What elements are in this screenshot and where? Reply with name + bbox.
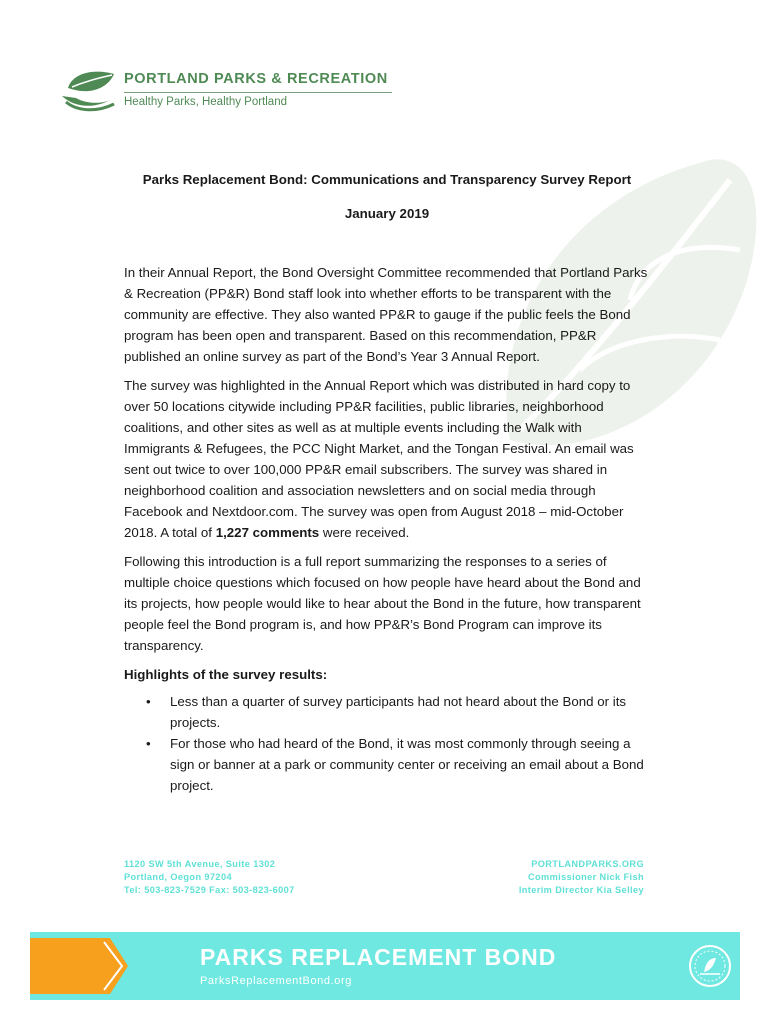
bullet-icon: • bbox=[146, 736, 151, 751]
bullet-icon: • bbox=[146, 694, 151, 709]
address-line: Portland, Oegon 97204 bbox=[124, 872, 232, 882]
highlights-heading: Highlights of the survey results: bbox=[124, 667, 328, 682]
list-item bbox=[124, 733, 650, 796]
banner-title: PARKS REPLACEMENT BOND bbox=[200, 944, 557, 970]
list-item bbox=[124, 691, 650, 733]
footer-address bbox=[124, 858, 295, 897]
website-link[interactable]: PORTLANDPARKS.ORG bbox=[531, 859, 644, 869]
intro-paragraph: In their Annual Report, the Bond Oversight Committee recommended that Portland Parks & Recreation (PP&R) Bond staff look into whether efforts to be transparent with the community are effective. They also wanted PP&R to gauge if the public feels the Bond program has been open and transparent. Based on this recommendation, PP&R published an online survey as part of the Bond’s Year 3 Annual Report. bbox=[124, 265, 648, 364]
report-date: January 2019 bbox=[344, 206, 430, 221]
banner-url-link[interactable]: ParksReplacementBond.org bbox=[200, 975, 352, 987]
leaf-and-hands-logo-icon bbox=[58, 66, 122, 114]
footer-contacts bbox=[519, 858, 644, 897]
city-seal-icon bbox=[688, 944, 732, 988]
commissioner-name: Commissioner Nick Fish bbox=[527, 872, 644, 882]
distribution-text: The survey was highlighted in the Annual Report which was distributed in hard copy to over 50 locations citywide including PP&R facilities, public libraries, neighborhood coalitions, and other sites as well as at multiple events including the Walk with Immigrants & Refugees, the PCC Night Market, and the Tongan Festival. An email was sent out twice to over 100,000 PP&R email subscribers. The survey was shared in neighborhood coalition and association newsletters and on social media through Facebook and Nextdoor.com. The survey was open from August 2018 – mid-October 2018. A total of bbox=[124, 378, 634, 540]
director-name: Interim Director Kia Selley bbox=[518, 885, 644, 895]
phone-fax-line: Tel: 503-823-7529 Fax: 503-823-6007 bbox=[124, 885, 295, 895]
address-line: 1120 SW 5th Avenue, Suite 1302 bbox=[124, 859, 276, 869]
report-title: Parks Replacement Bond: Communications and Transparency Survey Report bbox=[142, 172, 632, 187]
report-body bbox=[124, 170, 650, 796]
logo-divider bbox=[124, 92, 392, 93]
distribution-text-end: were received. bbox=[319, 525, 410, 540]
highlight-text: Less than a quarter of survey participants had not heard about the Bond or its projects. bbox=[170, 694, 627, 730]
orange-arrow-icon bbox=[30, 938, 130, 994]
header-logo bbox=[58, 66, 398, 114]
summary-paragraph: Following this introduction is a full report summarizing the responses to a series of multiple choice questions which focused on how people have heard about the Bond and its projects, how people would like to hear about the Bond in the future, how transparent people feel the Bond program is, and how PP&R’s Bond Program can improve its transparency. bbox=[124, 554, 641, 653]
distribution-paragraph bbox=[124, 375, 650, 543]
comment-count: 1,227 comments bbox=[215, 525, 320, 540]
org-name: PORTLAND PARKS & RECREATION bbox=[124, 71, 388, 87]
org-tagline: Healthy Parks, Healthy Portland bbox=[124, 96, 287, 108]
highlight-text: For those who had heard of the Bond, it was most commonly through seeing a sign or banner at a park or community center or receiving an email about a Bond project. bbox=[170, 736, 644, 793]
highlights-list bbox=[124, 691, 650, 796]
